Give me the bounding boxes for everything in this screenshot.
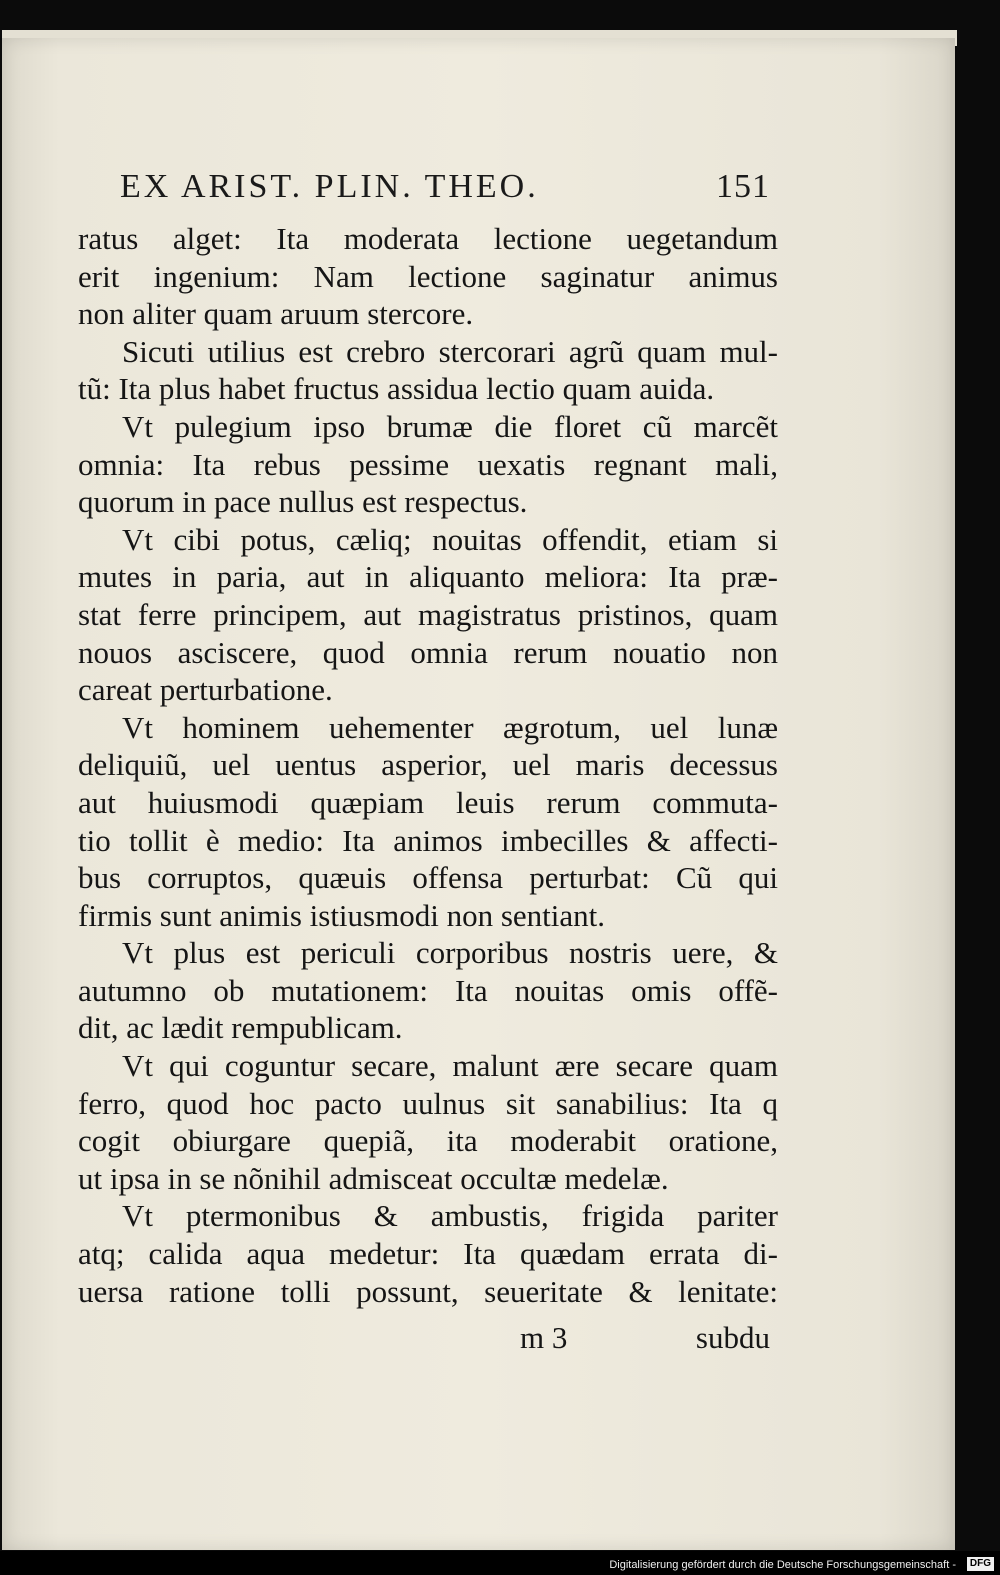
text-line: ratus alget: Ita moderata lectione uegetandum — [78, 221, 778, 256]
footer-credit: Digitalisierung gefördert durch die Deutsche Forschungsgemeinschaft - — [609, 1559, 956, 1571]
text-line: Vt plus est periculi corporibus nostris uere, & — [122, 935, 778, 971]
text-line: Vt ptermonibus & ambustis, frigida pariter — [122, 1198, 778, 1234]
text-line: Vt hominem uehementer ægrotum, uel lunæ — [122, 709, 778, 745]
text-line: bus corruptos, quæuis offensa perturbat: Cũ qui — [78, 860, 778, 896]
page-number: 151 — [716, 168, 770, 205]
text-line: stat ferre principem, aut magistratus pristinos, quam — [78, 596, 778, 632]
text-line: tũ: Ita plus habet fructus assidua lectio quam auida. — [78, 371, 715, 407]
text-line: erit ingenium: Nam lectione saginatur animus — [78, 258, 778, 294]
text-line: deliquiũ, uel uentus asperior, uel maris decessus — [78, 747, 778, 783]
signature-line — [520, 1320, 770, 1360]
text-line: ferro, quod hoc pacto uulnus sit sanabilius: Ita q — [78, 1085, 778, 1121]
text-line: Vt qui coguntur secare, malunt ære secare quam — [122, 1048, 778, 1084]
page-header — [120, 168, 770, 218]
text-line: tio tollit è medio: Ita animos imbecilles & affecti- — [78, 822, 778, 858]
text-line: mutes in paria, aut in aliquanto meliora: Ita præ- — [78, 559, 778, 595]
text-line: aut huiusmodi quæpiam leuis rerum commuta- — [78, 784, 778, 820]
footer-strip — [0, 1551, 1000, 1575]
text-line: uersa ratione tolli possunt, seueritate & lenitate: — [78, 1273, 778, 1309]
body-text — [78, 220, 778, 1310]
text-line: cogit obiurgare quepiã, ita moderabit oratione, — [78, 1123, 778, 1159]
running-title: EX ARIST. PLIN. THEO. — [120, 168, 539, 205]
text-line: nouos asciscere, quod omnia rerum nouatio non — [78, 634, 778, 670]
text-line: quorum in pace nullus est respectus. — [78, 484, 528, 520]
text-line: dit, ac lædit rempublicam. — [78, 1010, 403, 1046]
text-line: careat perturbatione. — [78, 672, 333, 708]
signature-mark: m 3 — [520, 1320, 568, 1355]
dfg-logo: DFG — [967, 1557, 994, 1571]
text-line: firmis sunt animis istiusmodi non sentiant. — [78, 897, 605, 933]
text-line: Sicuti utilius est crebro stercorari agrũ quam mul- — [122, 333, 778, 369]
text-line: Vt cibi potus, cæliq; nouitas offendit, etiam si — [122, 521, 778, 557]
text-line: Vt pulegium ipso brumæ die floret cũ marcẽt — [122, 408, 778, 444]
text-line: non aliter quam aruum stercore. — [78, 296, 474, 332]
text-line: omnia: Ita rebus pessime uexatis regnant mali, — [78, 446, 778, 482]
text-line: autumno ob mutationem: Ita nouitas omis offẽ- — [78, 972, 778, 1008]
text-line: ut ipsa in se nõnihil admisceat occultæ medelæ. — [78, 1160, 669, 1196]
catchword: subdu — [695, 1320, 770, 1355]
text-line: atq; calida aqua medetur: Ita quædam errata di- — [78, 1236, 778, 1272]
